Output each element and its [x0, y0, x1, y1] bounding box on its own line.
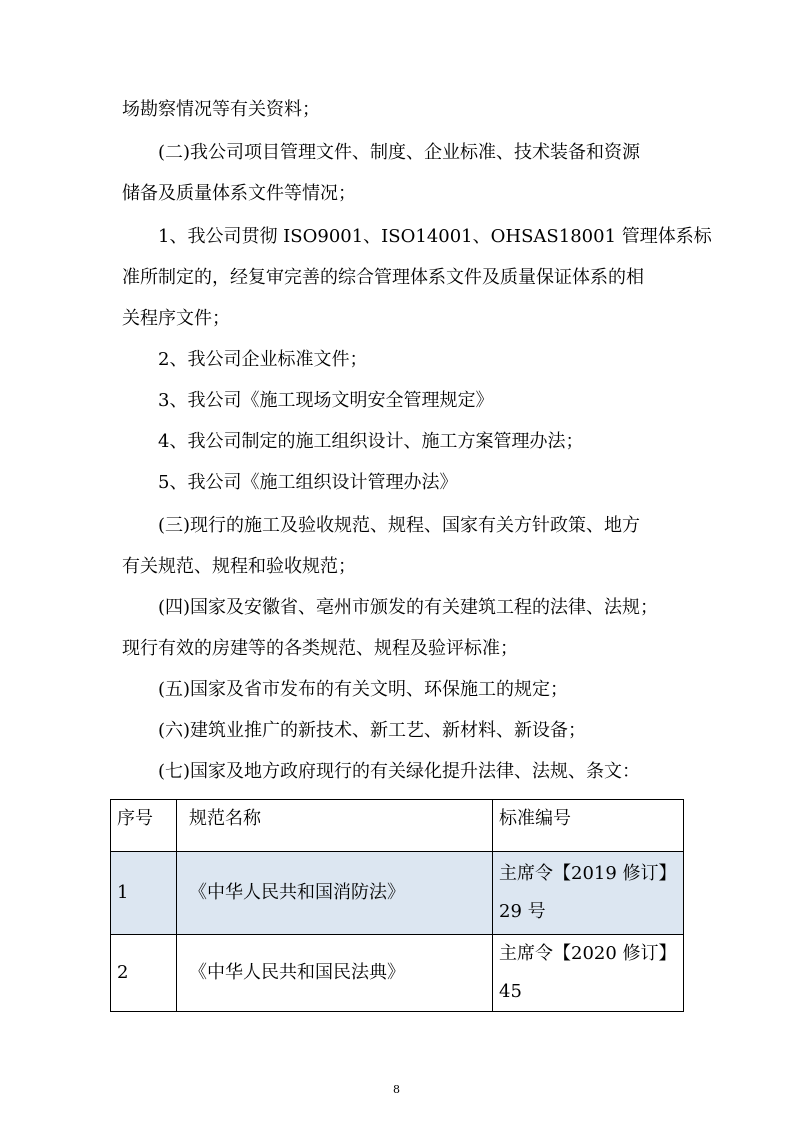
standards-table	[110, 799, 684, 1012]
header-cell-code: 标准编号	[493, 800, 684, 852]
standard-code-line: 45	[499, 981, 522, 1002]
body-line: (五)国家及省市发布的有关文明、环保施工的规定；	[158, 679, 569, 700]
body-line: 4、我公司制定的施工组织设计、施工方案管理办法；	[158, 431, 584, 452]
page-number: 8	[393, 1083, 400, 1096]
standard-code-line: 29 号	[499, 901, 546, 922]
header-cell-no: 序号	[111, 800, 177, 852]
row-number: 2	[111, 935, 177, 1012]
header-cell-name: 规范名称	[177, 800, 493, 852]
body-line: (六)建筑业推广的新技术、新工艺、新材料、新设备；	[158, 720, 587, 741]
standard-name: 《中华人民共和国民法典》	[177, 935, 493, 1012]
body-line: 2、我公司企业标准文件；	[158, 349, 368, 370]
table-row	[111, 935, 684, 1012]
body-line: 储备及质量体系文件等情况；	[122, 183, 356, 204]
table-row	[111, 852, 684, 935]
body-line: 有关规范、规程和验收规范；	[122, 556, 356, 577]
standard-name: 《中华人民共和国消防法》	[177, 852, 493, 935]
standard-code-line: 主席令【2019 修订】	[499, 863, 677, 884]
body-line: 5、我公司《施工组织设计管理办法》	[158, 472, 458, 493]
body-line: 3、我公司《施工现场文明安全管理规定》	[158, 390, 494, 411]
body-line: (二)我公司项目管理文件、制度、企业标准、技术装备和资源	[158, 142, 641, 163]
body-line: (七)国家及地方政府现行的有关绿化提升法律、法规、条文：	[158, 761, 641, 782]
table-header-row	[111, 800, 684, 852]
body-line: 现行有效的房建等的各类规范、规程及验评标准；	[122, 638, 518, 659]
standard-code	[493, 852, 684, 935]
body-line: 关程序文件；	[122, 308, 230, 329]
body-line: (四)国家及安徽省、亳州市颁发的有关建筑工程的法律、法规；	[158, 597, 659, 618]
row-number: 1	[111, 852, 177, 935]
standard-code-line: 主席令【2020 修订】	[499, 943, 677, 964]
standard-code	[493, 935, 684, 1012]
body-line: 准所制定的，经复审完善的综合管理体系文件及质量保证体系的相	[122, 267, 644, 288]
body-line: 1、我公司贯彻 ISO9001、ISO14001、OHSAS18001 管理体系标	[158, 226, 712, 247]
body-line: (三)现行的施工及验收规范、规程、国家有关方针政策、地方	[158, 515, 641, 536]
body-line: 场勘察情况等有关资料；	[122, 99, 320, 120]
